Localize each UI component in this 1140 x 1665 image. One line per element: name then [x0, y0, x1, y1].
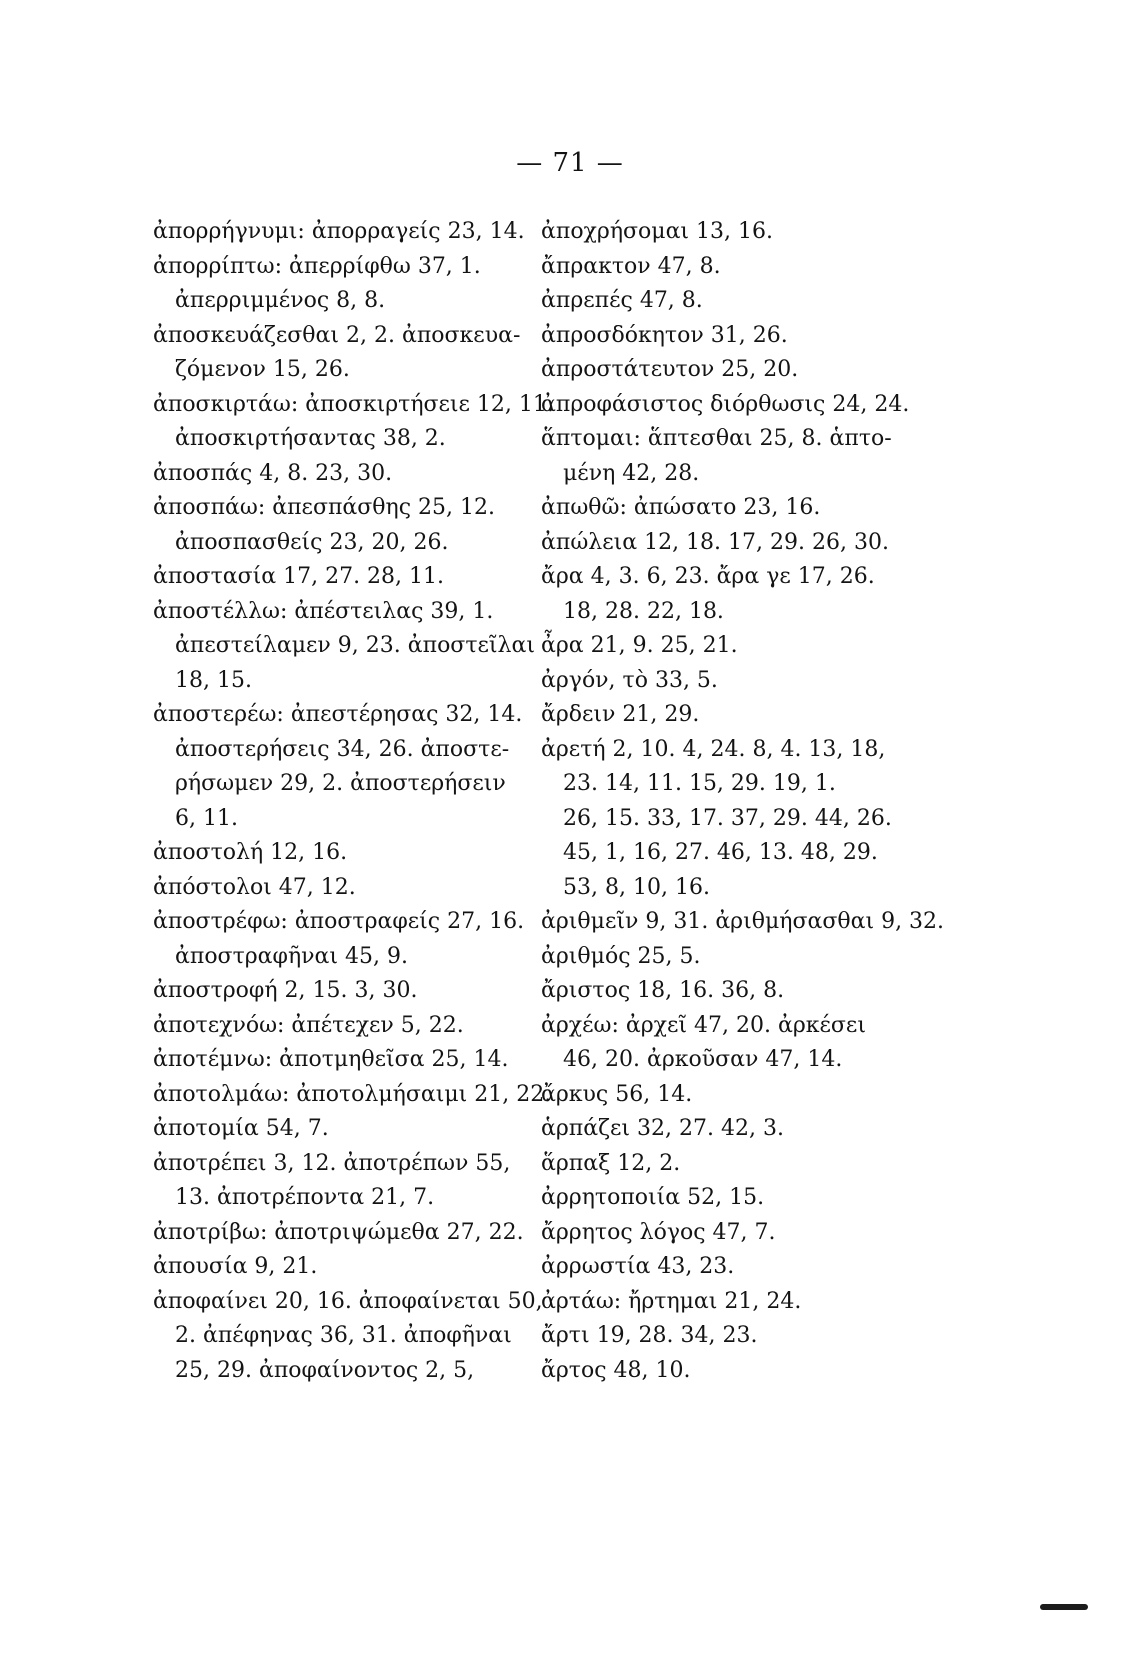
index-entry-line: ἀπεστείλαμεν 9, 23. ἀποστεῖλαι — [175, 633, 535, 658]
index-entry-line: ἀποσπάς 4, 8. 23, 30. — [153, 460, 393, 486]
index-entry-line: ἀποστρέφω: ἀποστραφείς 27, 16. — [153, 909, 525, 934]
index-entry-line: 25, 29. ἀποφαίνοντος 2, 5, — [175, 1357, 475, 1383]
index-entry-line: ἄπρακτον 47, 8. — [541, 253, 721, 279]
index-entry-line: 13. ἀποτρέποντα 21, 7. — [175, 1185, 435, 1210]
index-entry-line: ἀριθμεῖν 9, 31. ἀριθμήσασθαι 9, 32. — [541, 909, 945, 934]
index-entry-line: ἀποφαίνει 20, 16. ἀποφαίνεται 50, — [153, 1288, 543, 1314]
index-entry-line: 18, 28. 22, 18. — [563, 598, 724, 624]
index-entry-line: ἀριθμός 25, 5. — [541, 943, 701, 969]
index-entry-line: ἄρα 4, 3. 6, 23. ἄρα γε 17, 26. — [541, 564, 875, 589]
index-entry-line: ἀποστερήσεις 34, 26. ἀποστε- — [175, 736, 510, 762]
index-entry-line: ἀρετή 2, 10. 4, 24. 8, 4. 13, 18, — [541, 736, 886, 762]
index-entry-line: ἄριστος 18, 16. 36, 8. — [541, 978, 785, 1003]
index-entry-line: ἄρτος 48, 10. — [541, 1357, 691, 1383]
index-entry-line: ἀποτεχνόω: ἀπέτεχεν 5, 22. — [153, 1012, 464, 1038]
index-entry-line: ἀπωθῶ: ἀπώσατο 23, 16. — [541, 495, 821, 520]
index-entry-line: ἀπροστάτευτον 25, 20. — [541, 357, 799, 382]
index-entry-line: ἀργόν, τὸ 33, 5. — [541, 667, 718, 693]
index-entry-line: 26, 15. 33, 17. 37, 29. 44, 26. — [563, 805, 892, 831]
index-entry-line: 45, 1, 16, 27. 46, 13. 48, 29. — [563, 840, 878, 865]
index-entry-line: ἀποστροφή 2, 15. 3, 30. — [153, 978, 418, 1003]
index-entry-line: ἀπροφάσιστος διόρθωσις 24, 24. — [541, 391, 910, 417]
index-entry-line: ἁρπάζει 32, 27. 42, 3. — [541, 1116, 784, 1141]
page-number: — 71 — — [516, 148, 624, 178]
index-column-right — [541, 215, 945, 1388]
index-entry-line: 18, 15. — [175, 667, 252, 693]
index-entry-line: ἀποτρίβω: ἀποτριψώμεθα 27, 22. — [153, 1219, 524, 1245]
index-entry-line: ἀποσκευάζεσθαι 2, 2. ἀποσκευα- — [153, 322, 521, 348]
index-entry-line: ἀποχρήσομαι 13, 16. — [541, 219, 774, 244]
index-entry-line: ἀρχέω: ἀρχεῖ 47, 20. ἀρκέσει — [541, 1012, 866, 1038]
index-entry-line: ἀπόστολοι 47, 12. — [153, 874, 356, 900]
index-entry-line: ἀποστραφῆναι 45, 9. — [175, 943, 408, 969]
index-entry-line: 53, 8, 10, 16. — [563, 874, 710, 900]
index-entry-line: 6, 11. — [175, 805, 238, 831]
index-entry-line: ἀποτομία 54, 7. — [153, 1116, 329, 1141]
index-entry-line: ἄρκυς 56, 14. — [541, 1081, 693, 1107]
index-entry-line: ἀρρωστία 43, 23. — [541, 1254, 735, 1279]
index-entry-line: ἀποστερέω: ἀπεστέρησας 32, 14. — [153, 702, 523, 727]
index-entry-line: ἀπορρίπτω: ἀπερρίφθω 37, 1. — [153, 253, 481, 279]
index-entry-line: ἀπώλεια 12, 18. 17, 29. 26, 30. — [541, 529, 889, 555]
index-entry-line: ἄρρητος λόγος 47, 7. — [541, 1219, 776, 1245]
index-entry-line: ἀπερριμμένος 8, 8. — [175, 288, 386, 313]
index-entry-line: ἀποσκιρτήσαντας 38, 2. — [175, 426, 446, 451]
index-entry-line: ἀπορρήγνυμι: ἀπορραγείς 23, 14. — [153, 219, 525, 244]
index-entry-line: ρήσωμεν 29, 2. ἀποστερήσειν — [175, 771, 506, 796]
index-entry-line: μένη 42, 28. — [563, 460, 700, 486]
index-entry-line: 23. 14, 11. 15, 29. 19, 1. — [563, 771, 836, 796]
index-entry-line: ἄρδειν 21, 29. — [541, 702, 700, 727]
index-entry-line: ἀπουσία 9, 21. — [153, 1254, 318, 1279]
index-entry-line: ἅρπαξ 12, 2. — [541, 1150, 681, 1176]
index-entry-line: ἀποτέμνω: ἀποτμηθεῖσα 25, 14. — [153, 1047, 509, 1072]
index-column-left — [153, 215, 554, 1388]
index-entry-line: 2. ἀπέφηνας 36, 31. ἀποφῆναι — [175, 1323, 512, 1348]
index-entry-line: ἀπρεπές 47, 8. — [541, 288, 703, 313]
index-entry-line: ἀρτάω: ἤρτημαι 21, 24. — [541, 1288, 802, 1314]
index-entry-line: 46, 20. ἀρκοῦσαν 47, 14. — [563, 1047, 843, 1072]
index-entry-line: ἀποστολή 12, 16. — [153, 840, 348, 865]
index-entry-line: ἀποστασία 17, 27. 28, 11. — [153, 564, 445, 589]
index-entry-line: ἀποσπάω: ἀπεσπάσθης 25, 12. — [153, 495, 496, 520]
index-entry-line: ζόμενον 15, 26. — [175, 357, 350, 382]
index-entry-line: ἄρτι 19, 28. 34, 23. — [541, 1323, 758, 1348]
index-entry-line: ἀπροσδόκητον 31, 26. — [541, 322, 788, 348]
index-entry-line: ἅπτομαι: ἅπτεσθαι 25, 8. ἁπτο- — [541, 426, 892, 451]
index-entry-line: ἀποσπασθείς 23, 20, 26. — [175, 529, 449, 555]
index-entry-line: ἀποστέλλω: ἀπέστειλας 39, 1. — [153, 598, 494, 624]
index-entry-line: ἀρρητοποιία 52, 15. — [541, 1185, 765, 1210]
index-entry-line: ἀποτολμάω: ἀποτολμήσαιμι 21, 22. — [153, 1081, 552, 1107]
index-entry-line: ἀποτρέπει 3, 12. ἀποτρέπων 55, — [153, 1150, 511, 1176]
ink-dash-mark — [1040, 1604, 1088, 1610]
index-entry-line: ἀποσκιρτάω: ἀποσκιρτήσειε 12, 11. — [153, 391, 554, 417]
index-entry-line: ἆρα 21, 9. 25, 21. — [541, 633, 738, 658]
